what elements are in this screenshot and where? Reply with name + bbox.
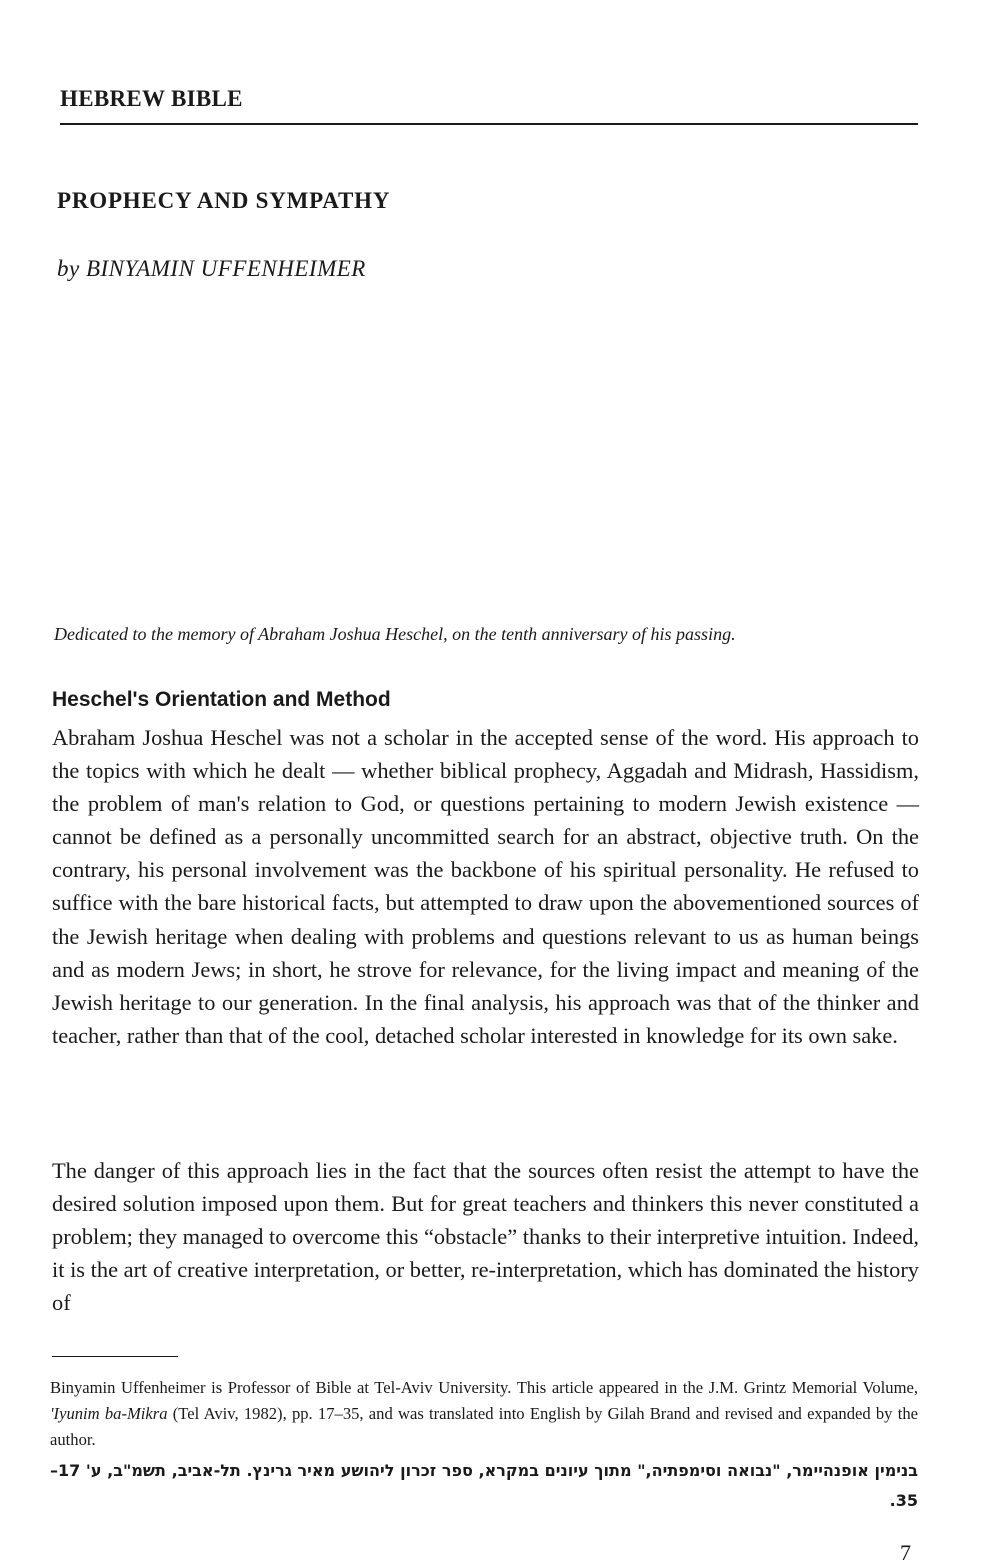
- byline-prefix: by: [57, 256, 80, 281]
- section-heading: Heschel's Orientation and Method: [52, 688, 391, 711]
- dedication: Dedicated to the memory of Abraham Joshua Heschel, on the tenth anniversary of his passing.: [54, 624, 736, 644]
- body-paragraph-1: Abraham Joshua Heschel was not a scholar in the accepted sense of the word. His approach to the topics with which he dealt — whether biblical prophecy, Aggadah and Midrash, Hassidism, the problem of man's relation to God, or questions pertaining to modern Jewish existence — cannot be defined as a personally uncommitted search for an abstract, objective truth. On the contrary, his personal involvement was the backbone of his spiritual personality. He refused to suffice with the bare historical facts, but attempted to draw upon the abovementioned sources of the Jewish heritage when dealing with problems and questions relevant to us as human beings and as modern Jews; in short, he strove for relevance, for the living impact and meaning of the Jewish heritage to our generation. In the final analysis, his approach was that of the thinker and teacher, rather than that of the cool, detached scholar interested in knowledge for its own sake.: [52, 725, 919, 1048]
- footnote-hebrew-citation: בנימין אופנהיימר, "נבואה וסימפתיה," מתוך עיונים במקרא, ספר זכרון ליהושע מאיר גרינץ. תל-אביב, תשמ"ב, ע' 17–35.: [50, 1461, 918, 1510]
- article-title: PROPHECY AND SYMPATHY: [57, 188, 391, 213]
- byline: [57, 256, 366, 282]
- footnote-book-title: 'Iyunim ba-Mikra: [50, 1404, 168, 1423]
- author-name: BINYAMIN UFFENHEIMER: [85, 256, 366, 281]
- header-rule: [60, 123, 918, 125]
- page-number: 7: [900, 1540, 911, 1565]
- body-paragraph-2: The danger of this approach lies in the fact that the sources often resist the attempt to have the desired solution imposed upon them. But for great teachers and thinkers this never constituted a problem; they managed to overcome this “obstacle” thanks to their interpretive intuition. Indeed, it is the art of creative interpretation, or better, re-interpretation, which has dominated the history of: [52, 1158, 919, 1316]
- footnote-text-2: (Tel Aviv, 1982), pp. 17–35, and was translated into English by Gilah Brand and revised and expanded by the author.: [50, 1404, 918, 1449]
- footnote-text-1: Binyamin Uffenheimer is Professor of Bible at Tel-Aviv University. This article appeared in the J.M. Grintz Memorial Volume,: [50, 1378, 918, 1397]
- section-label: HEBREW BIBLE: [60, 86, 243, 111]
- footnote: [50, 1375, 918, 1453]
- footnote-rule: [52, 1356, 178, 1357]
